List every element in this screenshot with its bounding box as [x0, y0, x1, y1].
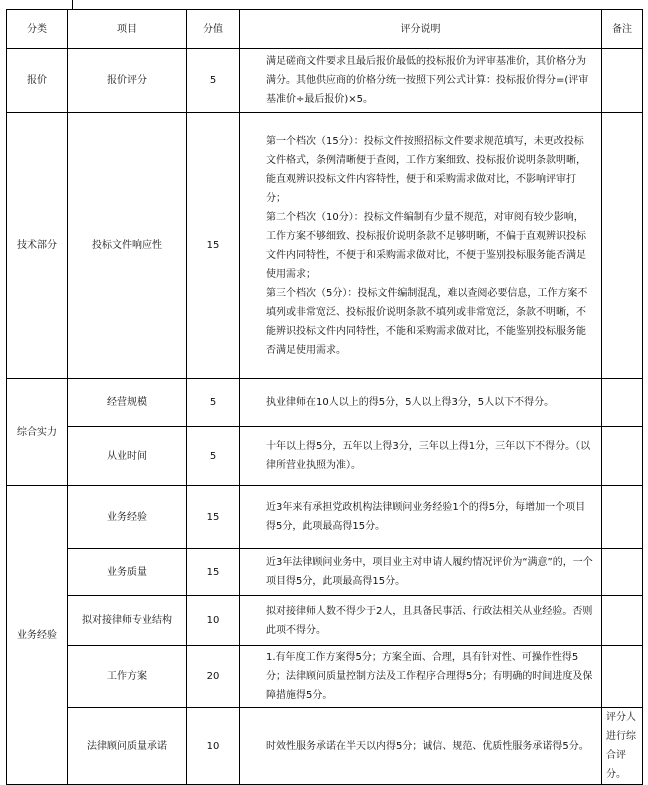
table-row — [7, 646, 643, 708]
description-cell: 执业律师在10人以上的得5分，5人以上得3分，5人以下不得分。 — [240, 379, 602, 427]
description-line: 否满足使用需求。 — [266, 344, 346, 356]
remark-cell — [602, 486, 643, 549]
item-cell: 业务质量 — [68, 549, 187, 596]
description-line: 使用需求； — [266, 268, 316, 280]
remark-cell — [602, 427, 643, 486]
remark-cell: 评分人进行综合评分。 — [602, 708, 643, 785]
score-cell: 10 — [187, 708, 240, 785]
item-cell: 投标文件响应性 — [68, 113, 187, 379]
item-cell: 拟对接律师专业结构 — [68, 596, 187, 646]
description-line: 第二个档次（10分）：投标文件编制有少量不规范，对审阅有较少影响， — [266, 211, 584, 223]
header-row — [7, 10, 643, 49]
category-cell: 技术部分 — [7, 113, 68, 379]
category-cell: 报价 — [7, 49, 68, 113]
remark-cell — [602, 379, 643, 427]
table-row — [7, 49, 643, 113]
score-cell: 15 — [187, 486, 240, 549]
table-row — [7, 113, 643, 379]
table-row — [7, 549, 643, 596]
remark-cell — [602, 549, 643, 596]
score-cell: 5 — [187, 49, 240, 113]
description-cell — [240, 113, 602, 379]
item-cell: 报价评分 — [68, 49, 187, 113]
table-row — [7, 596, 643, 646]
description-line: 能辨识投标文件内同特性，不能和采购需求做对比，不能鉴别投标服务能 — [266, 325, 586, 337]
description-cell: 近3年来有承担党政机构法律顾问业务经验1个的得5分，每增加一个项目得5分，此项最高得15分。 — [240, 486, 602, 549]
item-cell: 从业时间 — [68, 427, 187, 486]
header-item: 项目 — [68, 10, 187, 49]
remark-cell — [602, 49, 643, 113]
table-row — [7, 486, 643, 549]
item-cell: 经营规模 — [68, 379, 187, 427]
description-line: 填列或非常宽泛、投标报价说明条款不填列或非常宽泛，条款不明晰，不 — [266, 306, 586, 318]
header-remark: 备注 — [602, 10, 643, 49]
description-line: 文件格式，条例清晰便于查阅，工作方案细致、投标报价说明条款明晰， — [266, 154, 586, 166]
score-cell: 15 — [187, 549, 240, 596]
scoring-table — [6, 9, 643, 785]
description-cell: 近3年法律顾问业务中，项目业主对申请人履约情况评价为“满意”的，一个项目得5分，此项最高得15分。 — [240, 549, 602, 596]
category-cell: 综合实力 — [7, 379, 68, 486]
remark-cell — [602, 596, 643, 646]
description-line: 文件内同特性，不便于和采购需求做对比，不便于鉴别投标服务能否满足 — [266, 249, 586, 261]
category-cell: 业务经验 — [7, 486, 68, 785]
description-cell: 1.有年度工作方案得5分；方案全面、合理，具有针对性、可操作性得5分；法律顾问质量控制方法及工作程序合理得5分；有明确的时间进度及保障措施得5分。 — [240, 646, 602, 708]
table-row — [7, 379, 643, 427]
text-cursor — [72, 0, 73, 9]
header-category: 分类 — [7, 10, 68, 49]
item-cell: 工作方案 — [68, 646, 187, 708]
description-line: 第三个档次（5分）：投标文件编制混乱，难以查阅必要信息，工作方案不 — [266, 287, 588, 299]
score-cell: 20 — [187, 646, 240, 708]
table-row — [7, 427, 643, 486]
item-cell: 业务经验 — [68, 486, 187, 549]
description-cell: 时效性服务承诺在半天以内得5分；诚信、规范、优质性服务承诺得5分。 — [240, 708, 602, 785]
table-row — [7, 708, 643, 785]
score-cell: 5 — [187, 427, 240, 486]
description-cell: 满足磋商文件要求且最后报价最低的投标报价为评审基准价，其价格分为满分。其他供应商的价格分统一按照下列公式计算：投标报价得分=(评审基准价÷最后报价)×5。 — [240, 49, 602, 113]
description-line: 能直观辨识投标文件内容特性，便于和采购需求做对比，不影响评审打分； — [266, 173, 576, 204]
score-cell: 10 — [187, 596, 240, 646]
remark-cell — [602, 646, 643, 708]
description-cell: 十年以上得5分，五年以上得3分，三年以上得1分，三年以下不得分。（以律所营业执照为准）。 — [240, 427, 602, 486]
score-cell: 5 — [187, 379, 240, 427]
header-description: 评分说明 — [240, 10, 602, 49]
description-cell: 拟对接律师人数不得少于2人，且具备民事活、行政法相关从业经验。否则此项不得分。 — [240, 596, 602, 646]
remark-cell — [602, 113, 643, 379]
description-line: 第一个档次（15分）：投标文件按照招标文件要求规范填写，未更改投标 — [266, 135, 584, 147]
header-score: 分值 — [187, 10, 240, 49]
description-line: 工作方案不够细致、投标报价说明条款不足够明晰，不偏于直观辨识投标 — [266, 230, 586, 242]
score-cell: 15 — [187, 113, 240, 379]
item-cell: 法律顾问质量承诺 — [68, 708, 187, 785]
